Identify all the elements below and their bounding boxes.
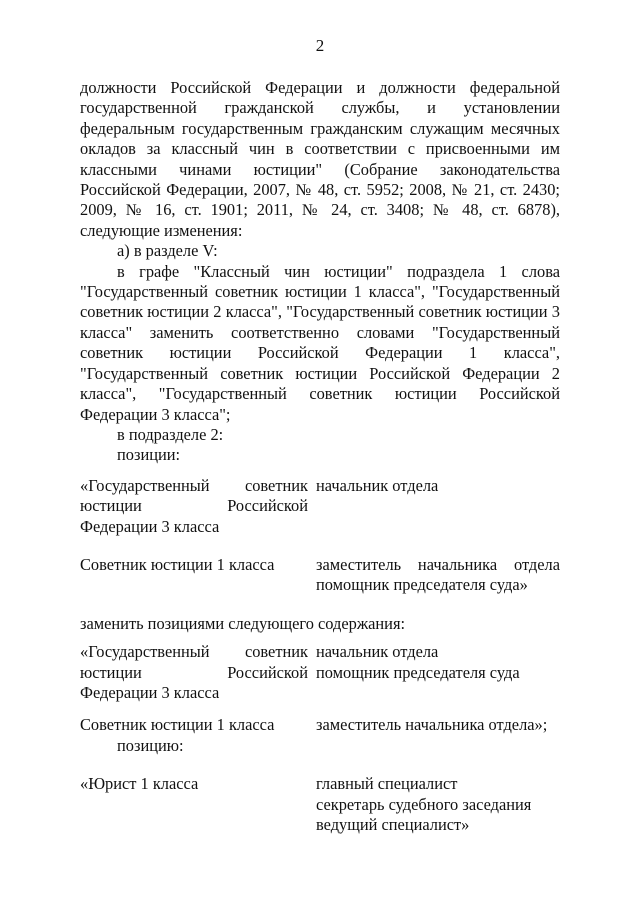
- table3-row1: [80, 774, 560, 835]
- paragraph-subsection-2: в подразделе 2:: [117, 424, 224, 444]
- table1-row2-position-b: помощник председателя суда»: [316, 575, 528, 595]
- table2-row1-positions: [316, 642, 560, 703]
- table3-row1-position-a: главный специалист: [316, 774, 458, 794]
- table1-row2-position-a: заместитель начальника отдела: [316, 554, 560, 574]
- table1-row2: [80, 555, 560, 596]
- paragraph-positions: позиции:: [117, 445, 181, 465]
- table2-row1-position-a: начальник отдела: [316, 642, 439, 662]
- table1-row1-rank: «Государственный советник юстиции Российской Федерации 3 класса: [80, 475, 308, 536]
- paragraph-intro: должности Российской Федерации и должности федеральной государственной гражданской службы, и установлении федеральным государственным гражданским служащим месячных окладов за классный чин в соответствии с присвоенными им классными чинами юстиции" (Собрание законодательства Российской Федерации, 2007, № 48, ст. 5952; 2008, № 21, ст. 2430; 2009, № 16, ст. 1901; 2011, № 24, ст. 3408; № 48, ст. 6878), следующие изменения:: [80, 78, 560, 240]
- table2-row2: [80, 715, 560, 735]
- paragraph-replace-with: заменить позициями следующего содержания:: [80, 613, 406, 633]
- table2-row1-position-b: помощник председателя суда: [316, 662, 520, 682]
- table2-row2-rank: Советник юстиции 1 класса: [80, 715, 275, 735]
- page-number: 2: [315, 36, 325, 55]
- table2-row1-rank: «Государственный советник юстиции Российской Федерации 3 класса: [80, 642, 308, 702]
- table1-row1-position: начальник отдела: [316, 475, 439, 495]
- table2-row2-position: заместитель начальника отдела»;: [316, 715, 548, 735]
- table3-row1-rank: «Юрист 1 класса: [80, 774, 199, 794]
- paragraph-section-v: а) в разделе V:: [117, 241, 218, 261]
- paragraph-position: позицию:: [117, 735, 184, 755]
- table1-row1: [80, 476, 560, 537]
- table1-row2-rank: Советник юстиции 1 класса: [80, 554, 275, 574]
- table2-row1: [80, 642, 560, 703]
- paragraph-column-change: в графе "Классный чин юстиции" подраздела 1 слова "Государственный советник юстиции 1 класса", "Государственный советник юстиции 2 класса", "Государственный советник юстиции 3 класса" заменить соответственно словами "Государственный советник юстиции Российской Федерации 1 класса", "Государственный советник юстиции Российской Федерации 2 класса", "Государственный советник юстиции Российской Федерации 3 класса";: [80, 261, 560, 424]
- table3-row1-position-b: секретарь судебного заседания: [316, 794, 532, 814]
- table3-row1-positions: [316, 774, 560, 835]
- table3-row1-position-c: ведущий специалист»: [316, 815, 470, 834]
- table1-row2-positions: [316, 555, 560, 596]
- document-body: [80, 78, 560, 835]
